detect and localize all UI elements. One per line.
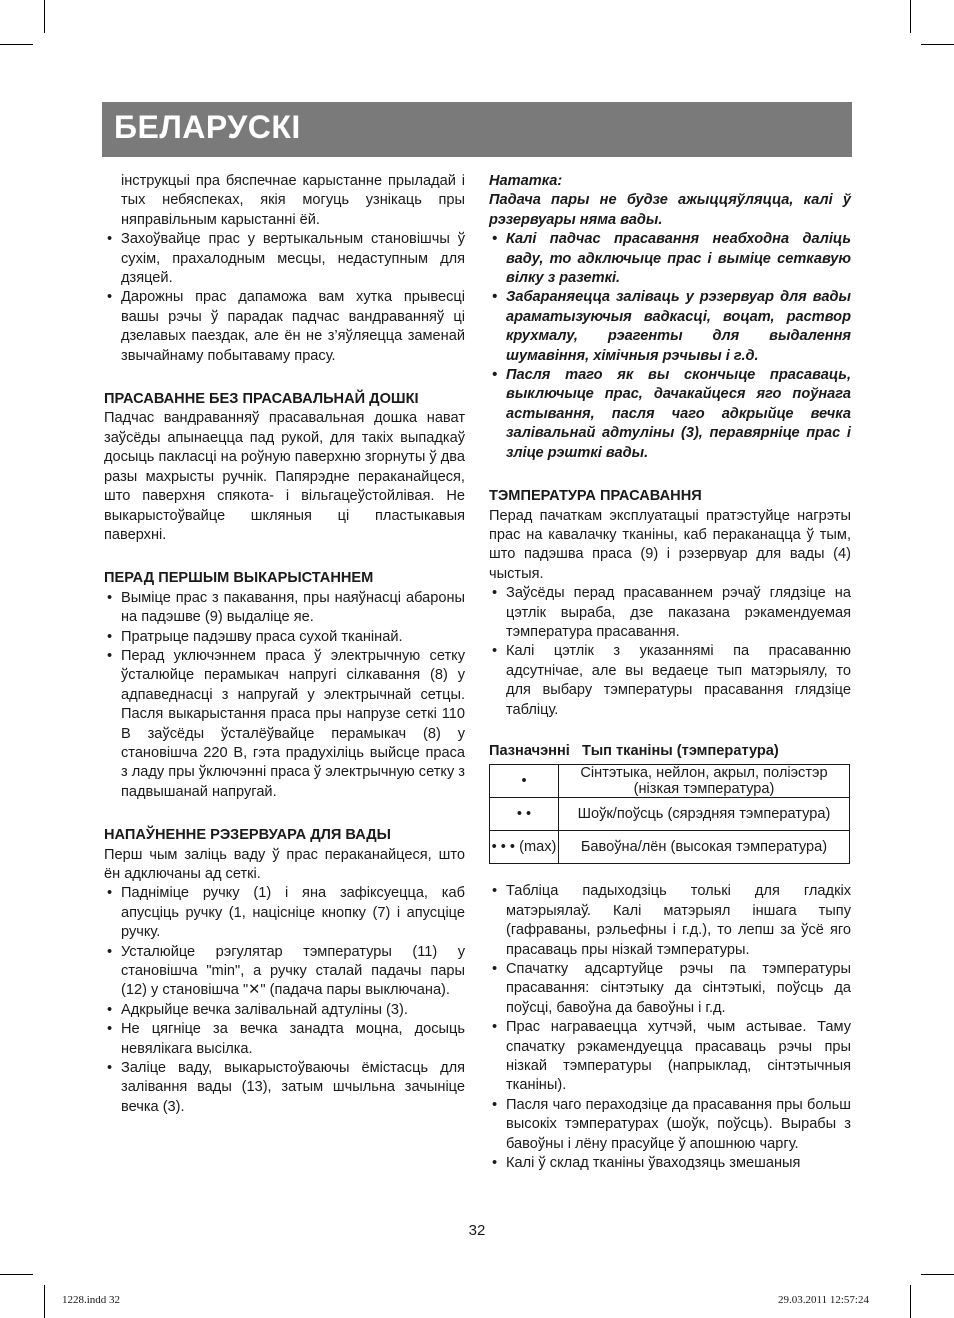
section-text: Перад пачаткам эксплуатацыі пратэстуйце нагрэты прас на кавалачку тканіны, каб пераканацца ў тым, што падэшва праса (9) і рэзервуар для вады (4) чыстыя.: [489, 507, 851, 582]
list-item: • Не цягніце за вечка занадта моцна, досыць невялікага высілка.: [104, 1020, 465, 1059]
list-item: • Спачатку адсартуйце рэчы па тэмпературы прасавання: сінтэтыку да сінтэтыкі, поўсць да поўсці, бавоўна да бавоўны і г.д.: [489, 960, 851, 1018]
page-number: 32: [468, 1222, 486, 1239]
page-title: БЕЛАРУСКІ: [114, 109, 301, 145]
temperature-table: [489, 764, 850, 864]
section-list: [104, 884, 465, 1117]
list-item: • Дарожны прас дапаможа вам хутка прывесці вашы рэчы ў парадак падчас вандраванняў ці дзелавых паездак, але ён не з’яўляецца заменай звычайнаму побытаваму прасу.: [104, 288, 465, 366]
crop-mark: [0, 1274, 33, 1275]
table-header: Пазначэнні Тып тканіны (тэмпература): [489, 742, 779, 759]
table-cell-mark: • • • (max): [490, 831, 559, 864]
table-row: [490, 831, 850, 864]
section-heading: ТЭМПЕРАТУРА ПРАСАВАННЯ: [489, 488, 702, 505]
note-title: Нататка:: [489, 173, 563, 189]
section-list: [489, 882, 851, 1173]
list-item: • Пасля чаго пераходзіце да прасавання пры больш высокіх тэмпературах (шоўк, поўсць). Вырабы з бавоўны і лёну прасуйце ў апошнюю чаргу.: [489, 1096, 851, 1154]
list-item: • Калі цэтлік з указаннямі па прасаванню адсутнічае, але вы ведаеце тып матэрыялу, то для выбару тэмпературы прасавання глядзіце табліцу.: [489, 642, 851, 720]
list-item: • Падніміце ручку (1) і яна зафіксуецца, каб апусціць ручку (1, націсніце кнопку (7) і апусціце ручку.: [104, 884, 465, 942]
section-text: Падчас вандраванняў прасавальная дошка нават заўсёды апынаецца пад рукой, для такіх выпадкаў досыць пакласці на роўную паверхню згорнуты ў два разы махрысты ручнік. Папярэдне пераканайцеся, што паверхня спякота- і вільгацеўстойлівая. Не выкарыстоўвайце шкляныя ці пластыкавыя паверхні.: [104, 410, 465, 543]
table-row: [490, 798, 850, 831]
crop-mark: [44, 0, 45, 33]
left-column: [104, 172, 465, 1117]
list-item: • Калі падчас прасавання неабходна даліць ваду, то адключыце прас і выміце сеткавую вілку з разеткі.: [489, 230, 851, 288]
list-item: • Захоўвайце прас у вертыкальным становішчы ў сухім, прахалодным месцы, недаступным для дзяцей.: [104, 230, 465, 288]
table-cell-mark: •: [490, 765, 559, 798]
table-row: [490, 765, 850, 798]
note-list: [489, 230, 851, 463]
list-item: • Перад уключэннем праса ў электрычную сетку ўсталюйце перамыкач напругі сілкавання (8) у адпаведнасці з напругай у электрычнай сетцы. Пасля выкарыстання праса пры напрузе сеткі 110 В заўсёды ўсталёўвайце перамыкач (8) у становішча 220 В, гэта прадухіліць выйсце праса з ладу пры ўключэнні праса ў электрычную сетку з падвышанай напругай.: [104, 647, 465, 802]
section-text: Перш чым заліць ваду ў прас пераканайцеся, што ён адключаны ад сеткі.: [104, 846, 465, 882]
crop-mark: [910, 1285, 911, 1318]
section-heading: НАПАЎНЕННЕ РЭЗЕРВУАРА ДЛЯ ВАДЫ: [104, 827, 391, 844]
crop-mark: [921, 44, 954, 45]
list-item: • Прас награваецца хутчэй, чым астывае. Таму спачатку рэкамендуецца прасаваць рэчы пры нізкай тэмпературы (напрыклад, сінтэтычныя тканіны).: [489, 1018, 851, 1096]
table-cell-fabric: Шоўк/поўсць (сярэдняя тэмпература): [559, 798, 850, 831]
intro-list: [104, 230, 465, 366]
list-item: • Заліце ваду, выкарыстоўваючы ёмістасць для залівання вады (13), затым шчыльна зачыніце вечка (3).: [104, 1059, 465, 1117]
note-text: Падача пары не будзе ажыццяўляцца, калі ў рэзервуары няма вады.: [489, 192, 851, 228]
list-item: • Пратрыце падэшву праса сухой тканінай.: [104, 628, 465, 647]
table-cell-fabric: Сінтэтыка, нейлон, акрыл, поліэстэр (нізкая тэмпература): [559, 765, 850, 798]
section-list: [104, 589, 465, 802]
crop-mark: [0, 44, 33, 45]
file-label: 1228.indd 32: [62, 1294, 121, 1306]
crop-mark: [910, 0, 911, 33]
list-item: • Пасля таго як вы скончыце прасаваць, выключыце прас, дачакайцеся яго поўнага астывання, пасля чаго адкрыйце вечка залівальнай адтуліны (3), перавярніце прас і зліце рэшткі вады.: [489, 366, 851, 463]
list-item: • Табліца падыходзіць толькі для гладкіх матэрыялаў. Калі матэрыял іншага тыпу (гафраваны, рэльефны і г.д.), то лепш за ўсё яго прасаваць пры нізкай тэмпературы.: [489, 882, 851, 960]
list-item: • Усталюйце рэгулятар тэмпературы (11) у становішча "min", а ручку сталай падачы пары (12) у становішча "✕" (падача пары выключана).: [104, 943, 465, 1001]
section-list: [489, 584, 851, 720]
list-item: • Адкрыйце вечка залівальнай адтуліны (3).: [104, 1001, 465, 1020]
table-cell-fabric: Бавоўна/лён (высокая тэмпература): [559, 831, 850, 864]
list-item: • Заўсёды перад прасаваннем рэчаў глядзіце на цэтлік выраба, дзе паказана рэкамендуемая тэмпература прасавання.: [489, 584, 851, 642]
list-item: • Выміце прас з пакавання, пры наяўнасці абароны на падэшве (9) выдаліце яе.: [104, 589, 465, 628]
right-column: [489, 172, 851, 1173]
table-cell-mark: • •: [490, 798, 559, 831]
crop-mark: [921, 1274, 954, 1275]
intro-paragraph: інструкцыі пра бяспечнае карыстанне прыладай і тых небяспеках, якія могуць узнікаць пры няправільным карыстанні ёй.: [121, 173, 465, 228]
crop-mark: [44, 1285, 45, 1318]
section-heading: ПРАСАВАННЕ БЕЗ ПРАСАВАЛЬНАЙ ДОШКІ: [104, 391, 419, 408]
list-item: • Калі ў склад тканіны ўваходзяць змешаныя: [489, 1154, 851, 1173]
language-header: [102, 102, 852, 157]
timestamp: 29.03.2011 12:57:24: [778, 1294, 869, 1306]
section-heading: ПЕРАД ПЕРШЫМ ВЫКАРЫСТАННЕМ: [104, 570, 374, 587]
list-item: • Забараняецца заліваць у рэзервуар для вады араматызуючыя вадкасці, воцат, раствор крухмалу, рэагенты для выдалення шумавіння, хімічныя рэчывы і г.д.: [489, 288, 851, 366]
